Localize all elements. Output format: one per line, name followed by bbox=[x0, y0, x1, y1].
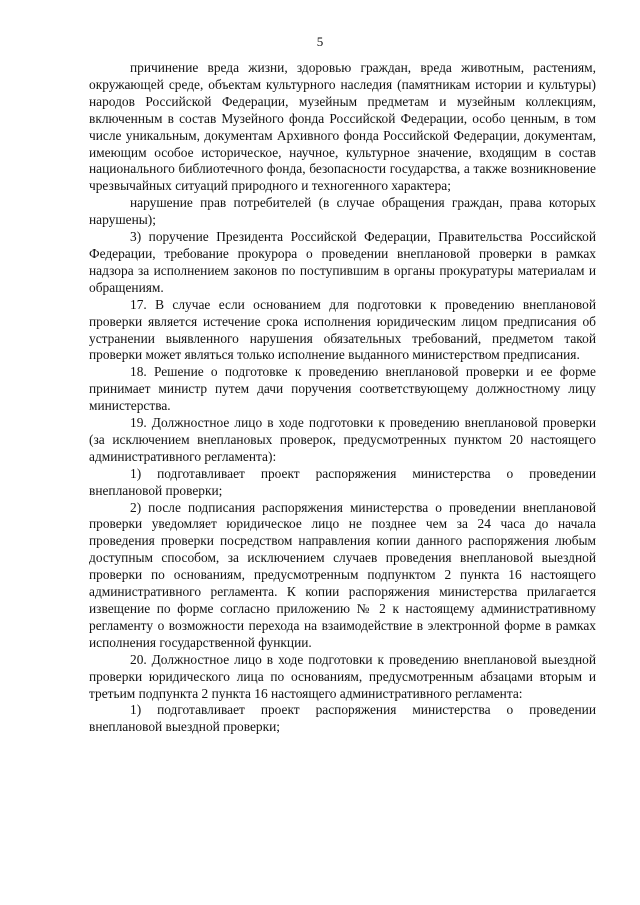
paragraph-item-17: 17. В случае если основанием для подготовки к проведению внеплановой проверки является истечение срока исполнения юридическим лицом предписания об устранении выявленного нарушения обязательных требований, предметом такой проверки может являться только исполнение выданного министерством предписания. bbox=[89, 296, 596, 363]
paragraph-item-20: 20. Должностное лицо в ходе подготовки к проведению внеплановой выездной проверки юридического лица по основаниям, предусмотренным абзацами вторым и третьим подпункта 2 пункта 16 настоящего административного регламента: bbox=[89, 651, 596, 701]
paragraph-continuation: причинение вреда жизни, здоровью граждан, вреда животным, растениям, окружающей среде, объектам культурного наследия (памятникам истории и культуры) народов Российской Федерации, музейным предметам и музейным коллекциям, включенным в состав Музейного фонда Российской Федерации, особо ценным, в том числе уникальным, документам Архивного фонда Российской Федерации, документам, имеющим особое историческое, научное, культурное значение, входящим в состав национального библиотечного фонда, безопасности государства, а также возникновение чрезвычайных ситуаций природного и техногенного характера; bbox=[89, 60, 596, 194]
paragraph-item-19: 19. Должностное лицо в ходе подготовки к проведению внеплановой проверки (за исключением внеплановых проверок, предусмотренных пунктом 20 настоящего административного регламента): bbox=[89, 415, 596, 464]
paragraph-consumer-rights: нарушение прав потребителей (в случае обращения граждан, права которых нарушены); bbox=[89, 195, 596, 228]
paragraph-item-20-subitem-1: 1) подготавливает проект распоряжения министерства о проведении внеплановой выездной проверки; bbox=[89, 702, 596, 735]
document-body bbox=[89, 60, 596, 736]
paragraph-subitem-3: 3) поручение Президента Российской Федерации, Правительства Российской Федерации, требование прокурора о проведении внеплановой проверки в рамках надзора за исполнением законов по поступившим в органы прокуратуры материалам и обращениям. bbox=[89, 229, 596, 295]
page-number: 5 bbox=[316, 34, 324, 49]
paragraph-item-18: 18. Решение о подготовке к проведению внеплановой проверки и ее форме принимает министр путем дачи поручения соответствующему должностному лицу министерства. bbox=[89, 364, 596, 414]
paragraph-item-19-subitem-2: 2) после подписания распоряжения министерства о проведении внеплановой проверки уведомляет юридическое лицо не позднее чем за 24 часа до начала проведения проверки посредством направления копии данного распоряжения любым доступным способом, за исключением случаев проведения внеплановой выездной проверки по основаниям, предусмотренным подпунктом 2 пункта 16 настоящего административного регламента. К копии распоряжения министерства прилагается извещение по форме согласно приложению № 2 к настоящему административному регламенту о возможности перехода на взаимодействие в электронной форме в рамках исполнения государственной функции. bbox=[89, 499, 596, 650]
paragraph-item-19-subitem-1: 1) подготавливает проект распоряжения министерства о проведении внеплановой проверки; bbox=[89, 465, 596, 498]
